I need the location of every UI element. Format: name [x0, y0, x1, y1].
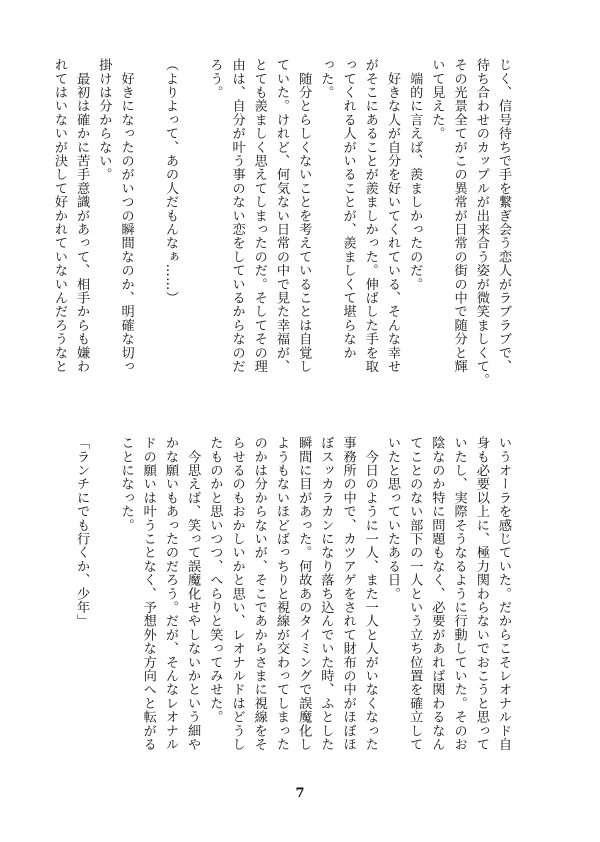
text-line: 瞬間に目があった。何故あのタイミングで誤魔化し	[296, 436, 312, 752]
text-line: いたし、実際そうなるように行動していた。そのお	[451, 436, 467, 752]
text-line: ってくれる人がいることが、羨ましくて堪らなか	[340, 58, 356, 360]
text-line: のかは分からないが、そこであからさまに視線をそ	[251, 436, 267, 752]
text-line: いて見えた。	[429, 58, 445, 141]
text-line: じく、信号待ちで手を繋ぎ会う恋人がラブラブで、	[496, 58, 511, 374]
text-line: いうオーラを感じていた。だからこそレオナルド自	[496, 436, 511, 752]
text-line: 掛けは分からない。	[96, 58, 112, 182]
text-line: 事務所の中で、カツアゲをされて財布の中がほぼほ	[340, 436, 356, 752]
text-line: 今日のように一人、また一人と人がいなくなった	[362, 436, 378, 752]
text-line: ようもないほどばっちりと視線が交わってしまった	[273, 436, 289, 752]
text-line: ろう。	[207, 58, 223, 100]
text-line: 由は、自分が叶う事のない恋をしているからなのだ	[229, 58, 245, 374]
upper-text-block	[48, 58, 514, 387]
text-line: 好きになったのがいつの瞬間なのか、明確な切っ	[118, 58, 134, 374]
text-line: 待ち合わせのカップルが出来合う姿が微笑ましくて。	[473, 58, 489, 387]
text-line: 好きな人が自分を好いてくれている、そんな幸せ	[384, 58, 400, 374]
text-line: った。	[318, 58, 334, 100]
text-line: その光景全てがこの異常が日常の街の中で随分と輝	[451, 58, 467, 374]
text-line: 最初は確かに苦手意識があって、相手からも嫌わ	[74, 58, 90, 374]
text-line: 端的に言えば、羨ましかったのだ。	[407, 58, 423, 291]
text-line	[137, 58, 159, 376]
text-line: てことのない部下の一人という立ち位置を確立して	[407, 436, 423, 752]
text-line: とても羨ましく思えてしまったのだ。そしてその理	[251, 58, 267, 374]
text-line: 陰なのか特に問題もなく、必要があれば関わるなん	[429, 436, 445, 752]
text-line: らせるのもおかしいかと思い、レオナルドはどうし	[229, 436, 245, 752]
text-line	[181, 58, 203, 376]
text-line: （よりよって、あの人だもんなぁ……）	[162, 58, 178, 305]
text-line: れてはいないが決して好かれていないんだろうなと	[51, 58, 67, 374]
text-line: ぼスッカラカンになり落ち込んでいた時、ふとした	[318, 436, 334, 752]
text-line: ことになった。	[118, 436, 134, 532]
text-line: かな願いもあったのだろう。だが、そんなレオナル	[162, 436, 178, 752]
text-line: ドの願いは叶うことなく、予想外な方向へと転がる	[140, 436, 156, 752]
lower-text-block	[70, 436, 514, 754]
text-line	[92, 436, 114, 754]
text-line: がそこにあることが羨ましかった。伸ばした手を取	[362, 58, 378, 374]
page-number: 7	[295, 786, 305, 801]
text-line: 今思えば、笑って誤魔化せやしないかという細や	[185, 436, 201, 752]
text-line: 随分とらしくないことを考えていることは自覚し	[296, 58, 312, 374]
text-line: いたと思っていたある日。	[384, 436, 400, 601]
text-line: ていた。けれど、何気ない日常の中で見た幸福が、	[273, 58, 289, 374]
text-line: たものかと思いつつ、へらりと笑ってみせた。	[207, 436, 223, 724]
text-line: 「ランチにでも行くか、少年」	[74, 436, 90, 628]
text-line: 身も必要以上に、極力関わらないでおこうと思って	[473, 436, 489, 752]
